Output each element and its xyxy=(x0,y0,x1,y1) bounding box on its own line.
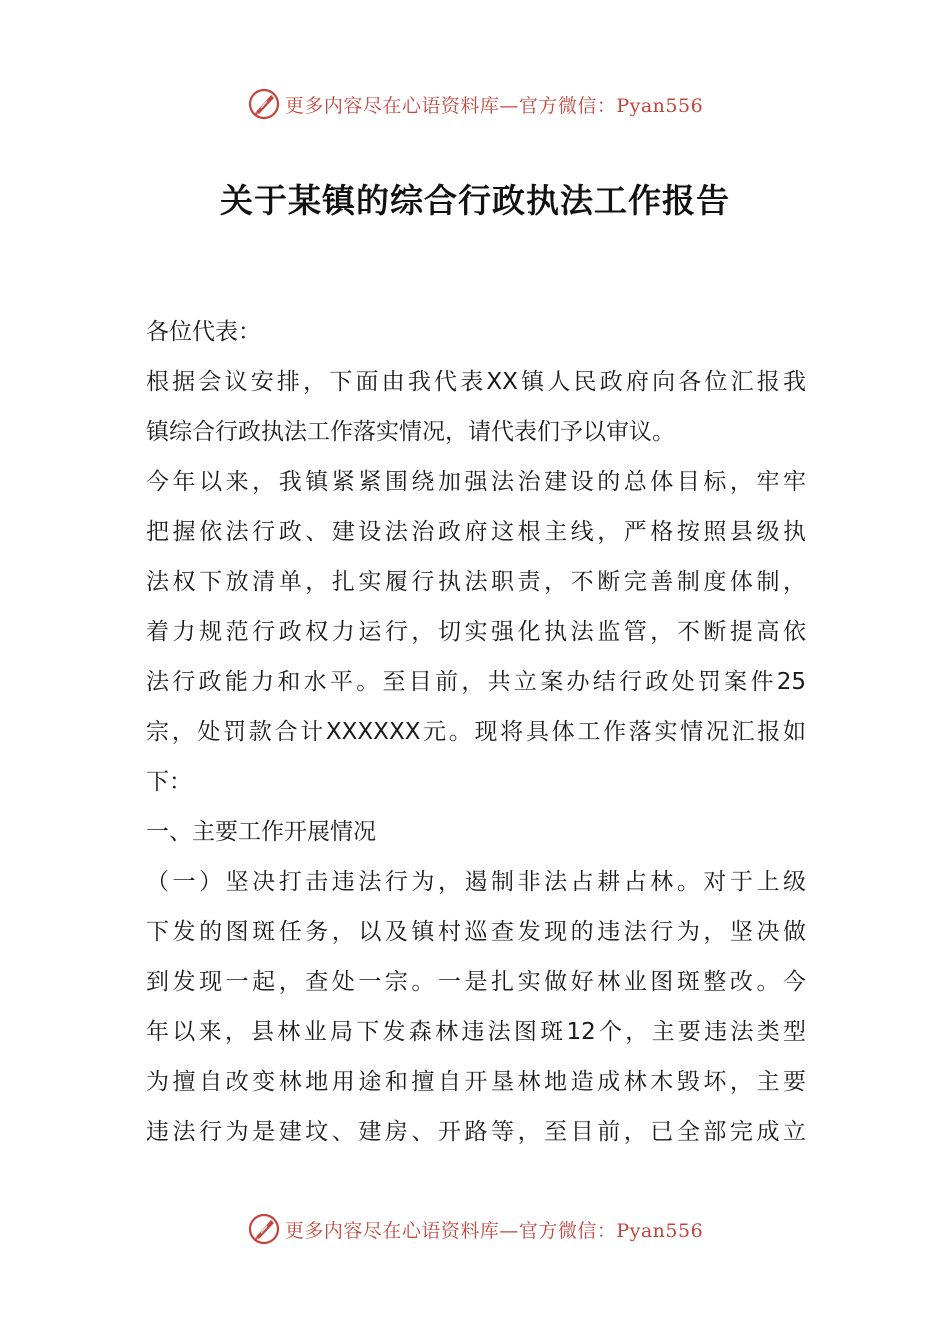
watermark-text: 更多内容尽在心语资料库—官方微信：Pyan556 xyxy=(284,94,704,117)
text-line: 镇综合行政执法工作落实情况，请代表们予以审议。 xyxy=(146,419,675,445)
text-line: 宗，处罚款合计XXXXXX元。现将具体工作落实情况汇报如 xyxy=(146,719,806,745)
text-line: 各位代表： xyxy=(146,319,261,345)
text-line: 今年以来，我镇紧紧围绕加强法治建设的总体目标，牢牢 xyxy=(146,469,806,495)
text-line: 法权下放清单，扎实履行执法职责，不断完善制度体制， xyxy=(146,569,806,595)
document-body xyxy=(146,307,806,1157)
text-line: 法行政能力和水平。至目前，共立案办结行政处罚案件25 xyxy=(146,669,806,695)
pen-logo-icon xyxy=(247,1212,281,1246)
text-line: 根据会议安排，下面由我代表XX镇人民政府向各位汇报我 xyxy=(146,369,806,395)
text-line: 到发现一起，查处一宗。一是扎实做好林业图斑整改。今 xyxy=(146,969,806,995)
pen-logo-icon xyxy=(247,87,281,121)
text-line: （一）坚决打击违法行为，遏制非法占耕占林。对于上级 xyxy=(146,869,806,895)
text-line: 下： xyxy=(146,769,192,795)
text-line: 年以来，县林业局下发森林违法图斑12个，主要违法类型 xyxy=(146,1019,806,1045)
watermark-footer xyxy=(0,1209,950,1249)
watermark-header xyxy=(0,84,950,124)
text-line: 为擅自改变林地用途和擅自开垦林地造成林木毁坏，主要 xyxy=(146,1069,806,1095)
watermark-text: 更多内容尽在心语资料库—官方微信：Pyan556 xyxy=(284,1219,704,1242)
text-line: 把握依法行政、建设法治政府这根主线，严格按照县级执 xyxy=(146,519,806,545)
document-title: 关于某镇的综合行政执法工作报告 xyxy=(220,181,730,220)
text-line: 下发的图斑任务，以及镇村巡查发现的违法行为，坚决做 xyxy=(146,919,806,945)
text-line: 违法行为是建坟、建房、开路等，至目前，已全部完成立 xyxy=(146,1119,806,1145)
section-heading: 一、主要工作开展情况 xyxy=(146,819,376,845)
text-line: 着力规范行政权力运行，切实强化执法监管，不断提高依 xyxy=(146,619,806,645)
